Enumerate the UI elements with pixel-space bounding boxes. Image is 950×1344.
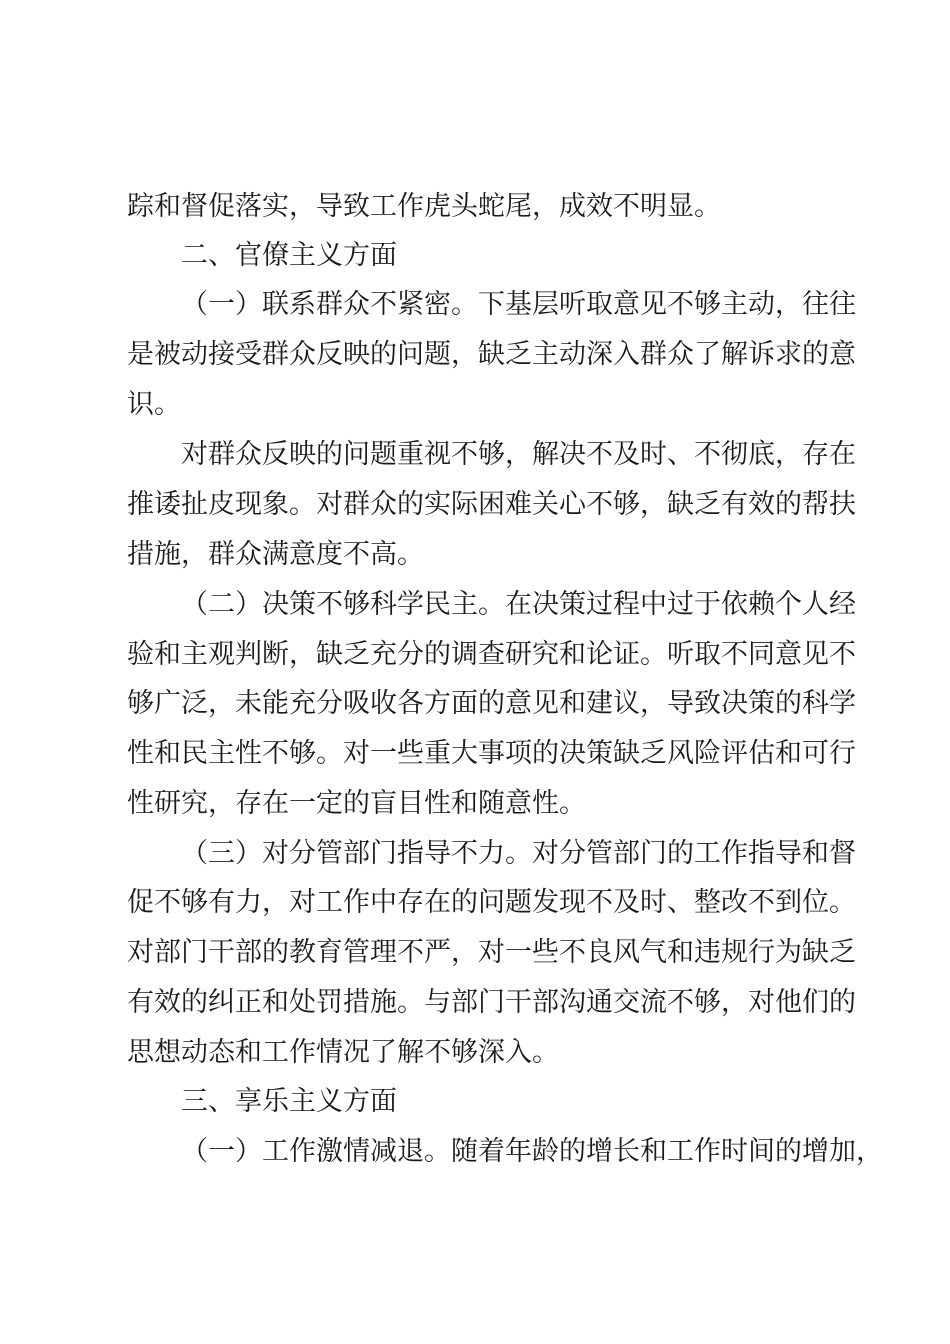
paragraph-line: 验和主观判断，缺乏充分的调查研究和论证。听取不同意见不: [127, 639, 856, 670]
paragraph-line: 促不够有力，对工作中存在的问题发现不及时、整改不到位。: [127, 887, 856, 918]
paragraph-line: 踪和督促落实，导致工作虎头蛇尾，成效不明显。: [127, 191, 721, 222]
paragraph-line: 推诿扯皮现象。对群众的实际困难关心不够，缺乏有效的帮扶: [127, 489, 856, 520]
paragraph-line: 思想动态和工作情况了解不够深入。: [127, 1037, 559, 1068]
section-heading: 二、官僚主义方面: [181, 240, 397, 271]
paragraph-line: （一）联系群众不紧密。下基层听取意见不够主动，往往: [181, 289, 856, 320]
paragraph-line: （一）工作激情减退。随着年龄的增长和工作时间的增加，: [181, 1136, 883, 1167]
paragraph-line: 识。: [127, 389, 181, 420]
paragraph-line: （二）决策不够科学民主。在决策过程中过于依赖个人经: [181, 589, 856, 620]
paragraph-line: 对部门干部的教育管理不严，对一些不良风气和违规行为缺乏: [127, 937, 856, 968]
paragraph-line: 够广泛，未能充分吸收各方面的意见和建议，导致决策的科学: [127, 688, 856, 719]
paragraph-line: （三）对分管部门指导不力。对分管部门的工作指导和督: [181, 838, 856, 869]
paragraph-line: 是被动接受群众反映的问题，缺乏主动深入群众了解诉求的意: [127, 339, 856, 370]
paragraph-line: 对群众反映的问题重视不够，解决不及时、不彻底，存在: [181, 439, 856, 470]
paragraph-line: 有效的纠正和处罚措施。与部门干部沟通交流不够，对他们的: [127, 987, 856, 1018]
paragraph-line: 性研究，存在一定的盲目性和随意性。: [127, 788, 586, 819]
section-heading: 三、享乐主义方面: [181, 1086, 397, 1117]
paragraph-line: 措施，群众满意度不高。: [127, 539, 424, 570]
paragraph-line: 性和民主性不够。对一些重大事项的决策缺乏风险评估和可行: [127, 738, 856, 769]
